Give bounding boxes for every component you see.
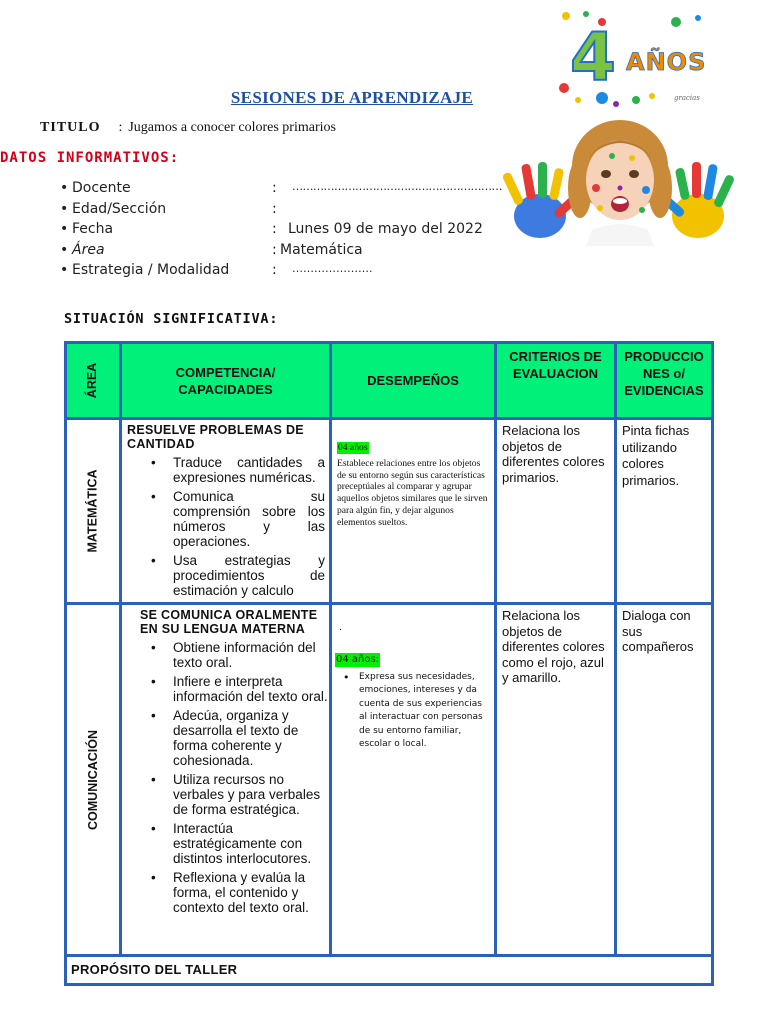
info-value-fecha: Lunes 09 de mayo del 2022 [288,221,483,237]
competencia-title: RESUELVE PROBLEMAS DE CANTIDAD [127,423,304,451]
list-item: • Utiliza recursos no verbales y para verbales de forma estratégica. [173,772,330,817]
criterio-comunicacion: Relaciona los objetos de diferentes colores como el rojo, azul y amarillo. [502,608,605,685]
titulo-value: Jugamos a conocer colores primarios [128,120,336,135]
info-label-area: • Área [60,242,105,258]
info-sep: : [272,180,277,196]
logo-signature: gracias [674,94,700,102]
info-sep: : [272,242,277,258]
desempeno-list [335,671,491,752]
age-tag: 04 años [338,442,368,453]
capacidades-list [140,640,330,915]
situacion-significativa-heading: SITUACIÓN SIGNIFICATIVA: [64,311,279,327]
header-area: ÁREA [85,362,100,399]
evidencia-comunicacion: Dialoga con sus compañeros [622,608,694,654]
proposito-del-taller: PROPÓSITO DEL TALLER [71,962,238,977]
info-value-area: Matemática [280,242,363,258]
evidencia-matematica: Pinta fichas utilizando colores primarios. [622,423,690,488]
titulo-row [40,120,336,136]
logo-years-text: AÑOS [626,48,707,76]
header-producciones: PRODUCCIO NES o/ EVIDENCIAS [617,344,711,417]
list-item: • Adecúa, organiza y desarrolla el texto de forma coherente y cohesionada. [173,708,330,768]
desempeno-comunicacion [335,653,491,752]
desempeno-dot: . [339,621,343,633]
competencia-title: SE COMUNICA ORALMENTE EN SU LENGUA MATERNA [140,608,318,636]
desempeno-matematica [337,442,489,529]
info-label-estrategia: • Estrategia / Modalidad [60,262,230,278]
info-value-estrategia: …………………. [292,262,373,275]
header-competencia: COMPETENCIA/ CAPACIDADES [122,344,329,417]
header-criterios: CRITERIOS DE EVALUACION [497,344,614,417]
titulo-label: TITULO [40,120,101,135]
list-item: • Obtiene información del texto oral. [173,640,330,670]
header-area-cell [67,344,119,417]
info-label-fecha: • Fecha [60,221,114,237]
datos-informativos-heading: DATOS INFORMATIVOS: [0,150,180,166]
list-item: • Traduce cantidades a expresiones numéricas. [173,455,325,485]
list-item: • Infiere e interpreta información del texto oral. [173,674,330,704]
info-label-edad-seccion: • Edad/Sección [60,201,167,217]
svg-text:4: 4 [570,19,616,96]
criterio-matematica: Relaciona los objetos de diferentes colores primarios. [502,423,605,485]
child-painted-hands-image [500,118,740,246]
competencia-comunicacion [140,608,330,919]
learning-session-table [64,341,714,986]
header-desempenos: DESEMPEÑOS [332,344,494,417]
row-area-comunicacion: COMUNICACIÓN [86,729,100,830]
list-item: • Interactúa estratégicamente con distintos interlocutores. [173,821,330,866]
age-tag: 04 años: [336,654,380,665]
competencia-matematica [127,423,325,602]
info-value-docente: …………………………………………………… [292,180,502,193]
info-sep: : [272,221,277,237]
info-sep: : [272,201,277,217]
capacidades-list [127,455,325,598]
desempeno-text: Establece relaciones entre los objetos de su entorno según sus características preceptúales al comparar y agrupar aquellos objetos similares que le sirven para algún fin, y dejar algunos elementos sueltos. [337,457,488,528]
list-item: • Usa estrategias y procedimientos de estimación y calculo [173,553,325,598]
info-sep: : [272,262,277,278]
desempeno-text: • Expresa sus necesidades, emociones, intereses y da cuenta de sus experiencias al interactuar con personas de su entorno familiar, escolar o local. [359,671,491,752]
titulo-separator: : [118,120,123,135]
info-label-docente: • Docente [60,180,131,196]
row-area-matematica: MATEMÁTICA [86,469,100,553]
page-title: SESIONES DE APRENDIZAJE [230,88,474,107]
list-item: • Comunica su comprensión sobre los números y las operaciones. [173,489,325,549]
list-item: • Reflexiona y evalúa la forma, el contenido y contexto del texto oral. [173,870,330,915]
